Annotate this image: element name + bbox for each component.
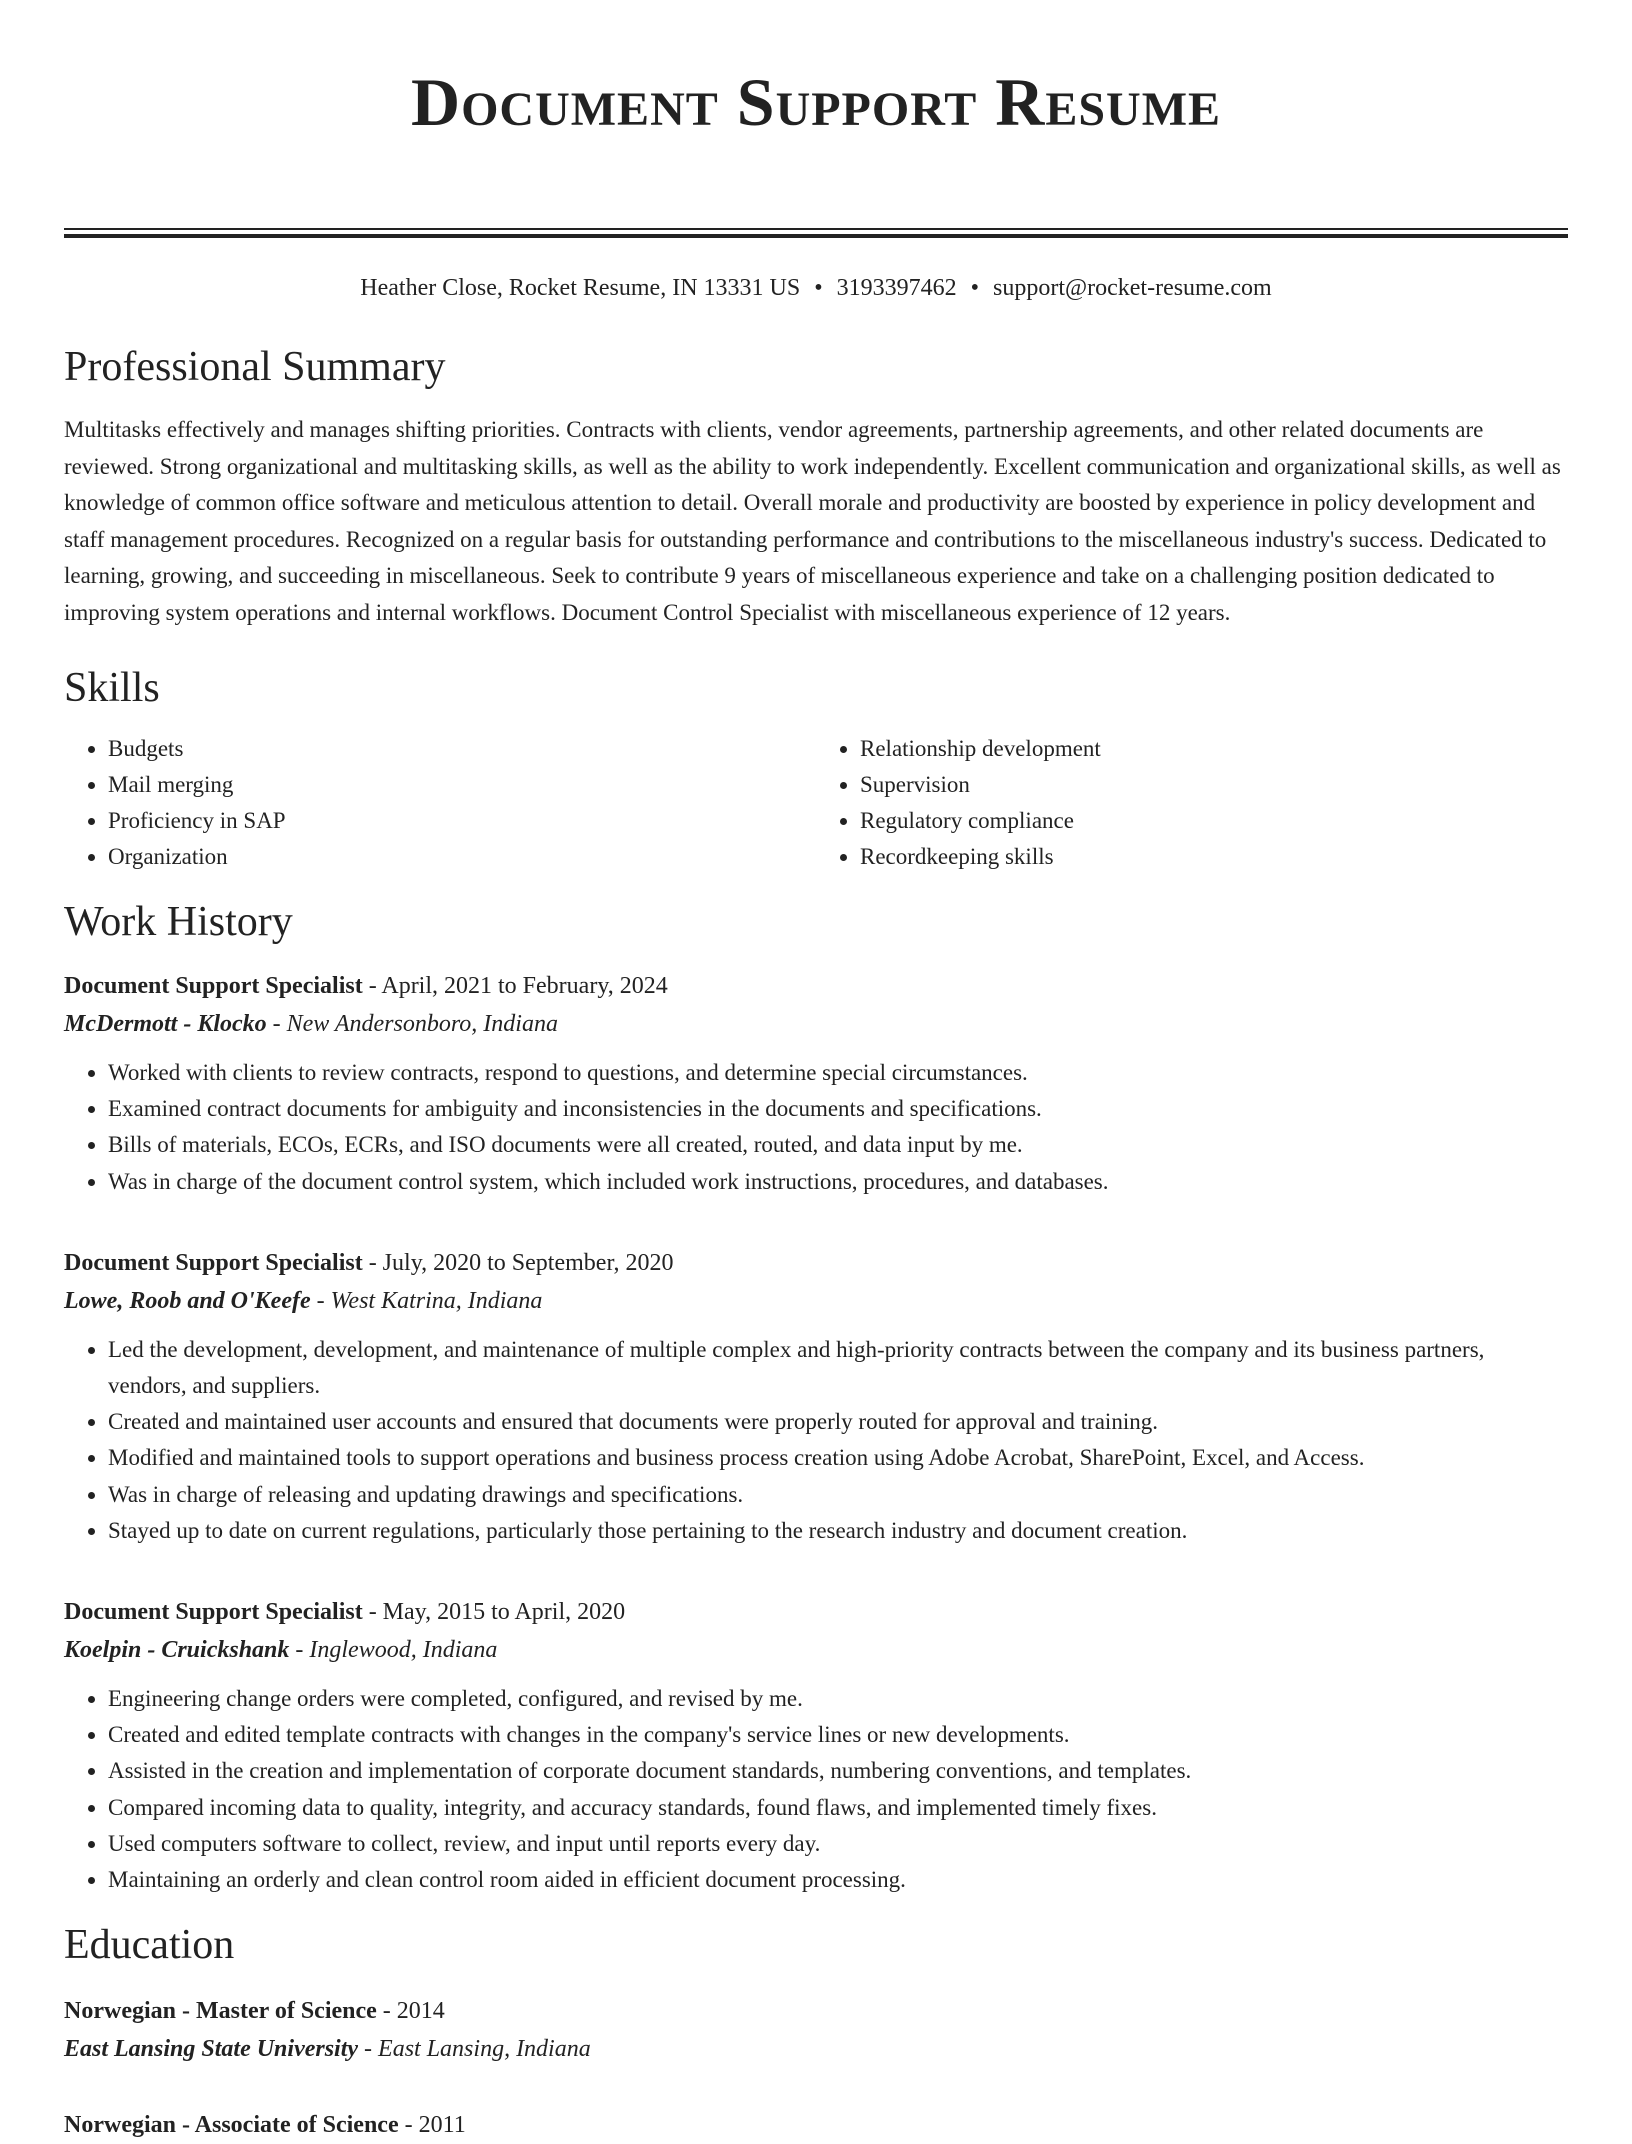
skill-item: • Organization (108, 839, 816, 875)
job-dates: - May, 2015 to April, 2020 (362, 1599, 626, 1626)
job-company: Koelpin - Cruickshank (64, 1637, 290, 1664)
job-bullet: • Assisted in the creation and implementation of corporate document standards, numbering conventions, and templates. (108, 1753, 1568, 1789)
education-heading: Education (64, 1922, 235, 1969)
job-bullets (64, 1681, 1568, 1898)
job-bullet: • Led the development, development, and maintenance of multiple complex and high-priority contracts between the company and its business partners, vendors, and suppliers. (108, 1332, 1568, 1404)
job-bullet: • Was in charge of releasing and updating drawings and specifications. (108, 1477, 1568, 1513)
skills-column-left (64, 731, 816, 875)
education-school: East Lansing State University (64, 2036, 359, 2063)
job-bullet: • Engineering change orders were completed, configured, and revised by me. (108, 1681, 1568, 1717)
summary-text: Multitasks effectively and manages shifting priorities. Contracts with clients, vendor agreements, partnership agreements, and other related documents are reviewed. Strong organizational and multitasking skills, as well as the ability to work independently. Excellent communication and organizational skills, as well as knowledge of common office software and meticulous attention to detail. Overall morale and productivity are boosted by experience in policy development and staff management procedures. Recognized on a regular basis for outstanding performance and contributions to the miscellaneous industry's success. Dedicated to learning, growing, and succeeding in miscellaneous. Seek to contribute 9 years of miscellaneous experience and take on a challenging position dedicated to improving system operations and internal workflows. Document Control Specialist with miscellaneous experience of 12 years. (64, 417, 1561, 625)
job-bullet: • Worked with clients to review contracts, respond to questions, and determine special circumstances. (108, 1055, 1568, 1091)
contact-separator: • (814, 275, 823, 301)
education-degree: Norwegian - Master of Science (64, 1998, 377, 2025)
education-school-line (64, 2030, 1568, 2068)
job-title: Document Support Specialist (64, 1249, 363, 1276)
job-title-line (64, 1593, 1568, 1631)
job-dates: - July, 2020 to September, 2020 (362, 1249, 674, 1276)
contact-line (64, 272, 1568, 304)
education-entry (64, 2106, 1568, 2144)
contact-separator: • (970, 275, 980, 301)
job-bullet: • Compared incoming data to quality, integrity, and accuracy standards, found flaws, and implemented timely fixes. (108, 1790, 1568, 1826)
education-year: - 2011 (398, 2112, 466, 2139)
education-degree-line (64, 2106, 1568, 2144)
job-bullet: • Stayed up to date on current regulations, particularly those pertaining to the research industry and document creation. (108, 1513, 1568, 1549)
job-title: Document Support Specialist (64, 1599, 363, 1626)
job-bullets (64, 1332, 1568, 1549)
work-history-section (64, 897, 1568, 1898)
job-title-line (64, 1244, 1568, 1282)
title-divider (64, 228, 1568, 238)
education-year: - 2014 (376, 1998, 445, 2025)
contact-email: support@rocket-resume.com (993, 275, 1272, 301)
skills-section (64, 663, 1568, 875)
job-entry (64, 1593, 1568, 1898)
job-bullets (64, 1055, 1568, 1200)
education-section (64, 1920, 1568, 2144)
job-bullet: • Maintaining an orderly and clean control room aided in efficient document processing. (108, 1862, 1568, 1898)
job-entry (64, 1244, 1568, 1549)
skill-item: • Mail merging (108, 767, 816, 803)
job-company-line (64, 1005, 1568, 1043)
job-title-line (64, 967, 1568, 1005)
job-company: Lowe, Roob and O'Keefe (64, 1287, 311, 1314)
skill-item: • Budgets (108, 731, 816, 767)
education-degree: Norwegian - Associate of Science (64, 2112, 399, 2139)
education-location: - East Lansing, Indiana (358, 2036, 591, 2063)
job-entry (64, 967, 1568, 1200)
skill-item: • Recordkeeping skills (860, 839, 1568, 875)
job-company: McDermott - Klocko (64, 1011, 267, 1037)
education-entry (64, 1992, 1568, 2068)
job-bullet: • Used computers software to collect, review, and input until reports every day. (108, 1826, 1568, 1862)
job-location: - New Andersonboro, Indiana (266, 1011, 558, 1037)
job-location: - Inglewood, Indiana (289, 1637, 498, 1664)
summary-section (64, 342, 1568, 631)
education-degree-line (64, 1992, 1568, 2030)
job-bullet: • Bills of materials, ECOs, ECRs, and ISO documents were all created, routed, and data input by me. (108, 1127, 1568, 1163)
job-title: Document Support Specialist (64, 973, 363, 999)
job-company-line (64, 1282, 1568, 1320)
page-title: Document Support Resume (410, 64, 1222, 140)
job-bullet: • Modified and maintained tools to support operations and business process creation using Adobe Acrobat, SharePoint, Excel, and Access. (108, 1440, 1568, 1476)
skills-heading: Skills (64, 665, 160, 711)
skill-item: • Regulatory compliance (860, 803, 1568, 839)
work-history-heading: Work History (64, 899, 293, 945)
job-location: - West Katrina, Indiana (310, 1287, 543, 1314)
skill-item: • Proficiency in SAP (108, 803, 816, 839)
skills-column-right (816, 731, 1568, 875)
job-bullet: • Examined contract documents for ambiguity and inconsistencies in the documents and specifications. (108, 1091, 1568, 1127)
job-dates: - April, 2021 to February, 2024 (362, 973, 668, 999)
skills-list (64, 731, 1568, 875)
skill-item: • Relationship development (860, 731, 1568, 767)
skill-item: • Supervision (860, 767, 1568, 803)
contact-phone: 3193397462 (836, 275, 957, 301)
job-company-line (64, 1631, 1568, 1669)
job-bullet: • Created and edited template contracts with changes in the company's service lines or new developments. (108, 1717, 1568, 1753)
job-bullet: • Was in charge of the document control system, which included work instructions, procedures, and databases. (108, 1164, 1568, 1200)
job-bullet: • Created and maintained user accounts and ensured that documents were properly routed for approval and training. (108, 1404, 1568, 1440)
contact-address: Heather Close, Rocket Resume, IN 13331 US (360, 275, 801, 301)
summary-heading: Professional Summary (64, 344, 446, 390)
